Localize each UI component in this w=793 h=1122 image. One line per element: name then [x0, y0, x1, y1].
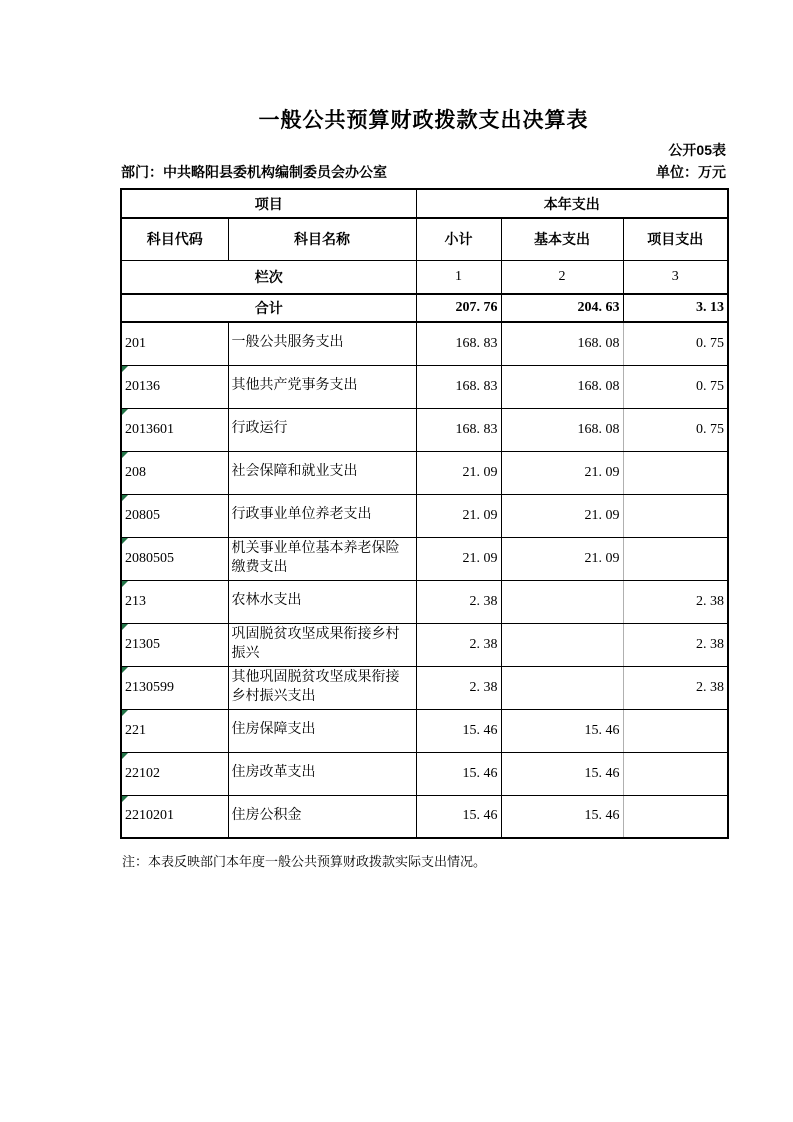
basic-expense-cell: 15. 46	[501, 752, 623, 795]
subject-code: 221	[125, 722, 146, 738]
subtotal-cell: 168. 83	[416, 365, 501, 408]
table-row	[121, 322, 728, 365]
table-row	[121, 451, 728, 494]
subject-code: 20805	[125, 507, 160, 523]
basic-expense-cell: 168. 08	[501, 322, 623, 365]
cell-corner-marker-icon	[122, 581, 128, 587]
department-label: 部门：中共略阳县委机构编制委员会办公室	[121, 164, 387, 180]
subject-code-cell	[121, 365, 228, 408]
subject-code: 2210201	[125, 808, 174, 824]
cell-corner-marker-icon	[122, 409, 128, 415]
header-current-year-group: 本年支出	[416, 189, 728, 218]
column-index-row	[121, 260, 728, 294]
header-columns-row	[121, 218, 728, 260]
total-row	[121, 294, 728, 322]
project-expense-cell	[623, 752, 728, 795]
subject-code: 2130599	[125, 679, 174, 695]
subject-code-cell	[121, 666, 228, 709]
subject-code-cell	[121, 537, 228, 580]
cell-corner-marker-icon	[122, 452, 128, 458]
cell-corner-marker-icon	[122, 753, 128, 759]
cell-corner-marker-icon	[122, 538, 128, 544]
subtotal-cell: 168. 83	[416, 408, 501, 451]
basic-expense-cell	[501, 623, 623, 666]
subject-name-cell: 住房改革支出	[228, 752, 416, 795]
subtotal-cell: 15. 46	[416, 752, 501, 795]
subject-code: 22102	[125, 765, 160, 781]
table-row	[121, 666, 728, 709]
subtotal-cell: 21. 09	[416, 494, 501, 537]
subtotal-cell: 168. 83	[416, 322, 501, 365]
project-expense-cell	[623, 494, 728, 537]
table-row	[121, 795, 728, 838]
total-basic: 204. 63	[501, 294, 623, 322]
subject-name-cell: 其他巩固脱贫攻坚成果衔接乡村振兴支出	[228, 666, 416, 709]
header-subject-name: 科目名称	[228, 218, 416, 260]
cell-corner-marker-icon	[122, 624, 128, 630]
subject-name-cell: 一般公共服务支出	[228, 322, 416, 365]
subject-code: 208	[125, 464, 146, 480]
unit-label: 单位：万元	[656, 164, 726, 180]
subject-code-cell	[121, 795, 228, 838]
basic-expense-cell: 21. 09	[501, 451, 623, 494]
cell-corner-marker-icon	[122, 667, 128, 673]
project-expense-cell: 2. 38	[623, 580, 728, 623]
basic-expense-cell	[501, 580, 623, 623]
cell-corner-marker-icon	[122, 495, 128, 501]
subtotal-cell: 2. 38	[416, 580, 501, 623]
table-row	[121, 623, 728, 666]
subject-name-cell: 农林水支出	[228, 580, 416, 623]
subtotal-cell: 2. 38	[416, 666, 501, 709]
budget-table	[120, 188, 729, 839]
subject-code-cell	[121, 322, 228, 365]
basic-expense-cell: 168. 08	[501, 365, 623, 408]
total-subtotal: 207. 76	[416, 294, 501, 322]
subject-code-cell	[121, 580, 228, 623]
subject-name-cell: 巩固脱贫攻坚成果衔接乡村振兴	[228, 623, 416, 666]
header-group-row	[121, 189, 728, 218]
basic-expense-cell: 168. 08	[501, 408, 623, 451]
column-index-1: 1	[416, 260, 501, 294]
table-row	[121, 408, 728, 451]
subject-name-cell: 行政事业单位养老支出	[228, 494, 416, 537]
subtotal-cell: 15. 46	[416, 795, 501, 838]
project-expense-cell: 0. 75	[623, 322, 728, 365]
project-expense-cell	[623, 795, 728, 838]
subject-code: 201	[125, 335, 146, 351]
subtotal-cell: 21. 09	[416, 451, 501, 494]
subject-code-cell	[121, 408, 228, 451]
basic-expense-cell: 15. 46	[501, 709, 623, 752]
subject-code-cell	[121, 494, 228, 537]
subject-name-cell: 其他共产党事务支出	[228, 365, 416, 408]
basic-expense-cell: 21. 09	[501, 494, 623, 537]
subject-code-cell	[121, 752, 228, 795]
subtotal-cell: 21. 09	[416, 537, 501, 580]
table-row	[121, 365, 728, 408]
header-project-group: 项目	[121, 189, 416, 218]
subject-name-cell: 行政运行	[228, 408, 416, 451]
project-expense-cell	[623, 537, 728, 580]
column-index-2: 2	[501, 260, 623, 294]
subject-code-cell	[121, 451, 228, 494]
table-row	[121, 494, 728, 537]
column-index-label: 栏次	[121, 260, 416, 294]
column-index-3: 3	[623, 260, 728, 294]
total-label: 合计	[121, 294, 416, 322]
subtotal-cell: 2. 38	[416, 623, 501, 666]
basic-expense-cell	[501, 666, 623, 709]
header-subject-code: 科目代码	[121, 218, 228, 260]
project-expense-cell: 0. 75	[623, 408, 728, 451]
subject-code: 2080505	[125, 550, 174, 566]
subject-code: 213	[125, 593, 146, 609]
project-expense-cell	[623, 709, 728, 752]
footnote: 注：本表反映部门本年度一般公共预算财政拨款实际支出情况。	[122, 854, 487, 869]
cell-corner-marker-icon	[122, 366, 128, 372]
cell-corner-marker-icon	[122, 796, 128, 802]
project-expense-cell: 2. 38	[623, 623, 728, 666]
total-project: 3. 13	[623, 294, 728, 322]
header-subtotal: 小计	[416, 218, 501, 260]
header-project-expense: 项目支出	[623, 218, 728, 260]
basic-expense-cell: 21. 09	[501, 537, 623, 580]
subject-name-cell: 机关事业单位基本养老保险缴费支出	[228, 537, 416, 580]
table-row	[121, 537, 728, 580]
header-basic-expense: 基本支出	[501, 218, 623, 260]
subject-code-cell	[121, 709, 228, 752]
subject-code-cell	[121, 623, 228, 666]
subtotal-cell: 15. 46	[416, 709, 501, 752]
project-expense-cell	[623, 451, 728, 494]
subject-code: 2013601	[125, 421, 174, 437]
project-expense-cell: 2. 38	[623, 666, 728, 709]
table-row	[121, 752, 728, 795]
basic-expense-cell: 15. 46	[501, 795, 623, 838]
table-row	[121, 709, 728, 752]
subject-code: 20136	[125, 378, 160, 394]
subject-name-cell: 住房公积金	[228, 795, 416, 838]
subject-name-cell: 住房保障支出	[228, 709, 416, 752]
project-expense-cell: 0. 75	[623, 365, 728, 408]
subject-name-cell: 社会保障和就业支出	[228, 451, 416, 494]
subject-code: 21305	[125, 636, 160, 652]
cell-corner-marker-icon	[122, 710, 128, 716]
table-row	[121, 580, 728, 623]
page-title: 一般公共预算财政拨款支出决算表	[258, 109, 589, 132]
doc-number: 公开05表	[668, 142, 726, 158]
meta-row	[121, 162, 726, 182]
